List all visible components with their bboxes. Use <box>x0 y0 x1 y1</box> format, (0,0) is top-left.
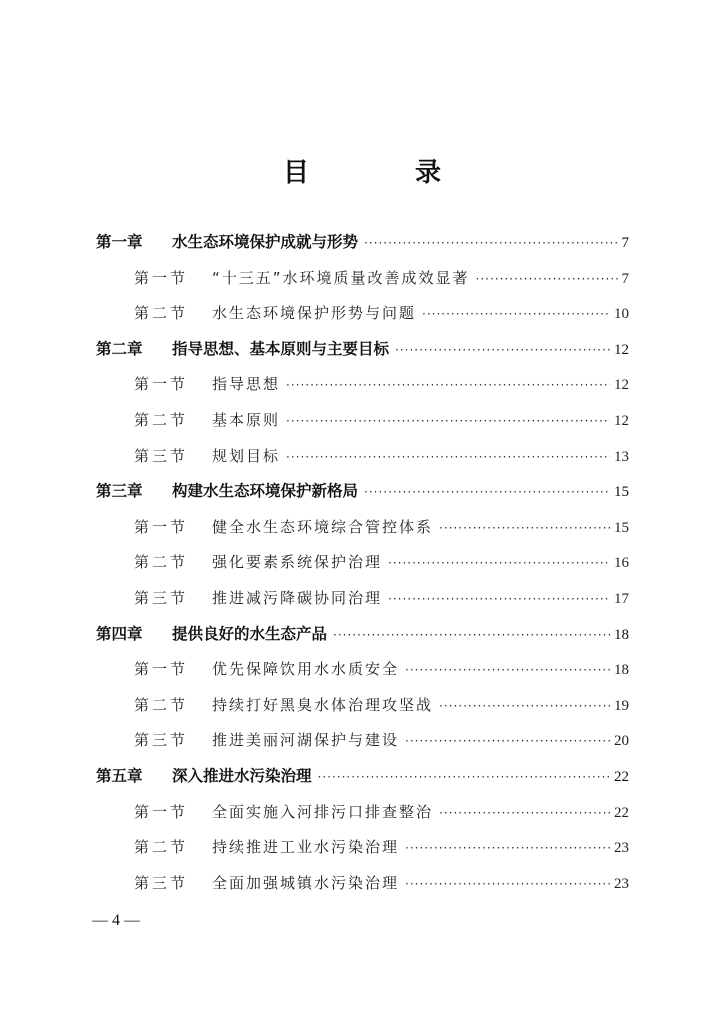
entry-title: 指导思想、基本原则与主要目标 <box>172 340 390 358</box>
toc-section-entry[interactable] <box>134 408 629 432</box>
entry-page-number: 12 <box>614 342 629 358</box>
toc-section-entry[interactable] <box>134 550 629 574</box>
entry-title: 水生态环境保护成就与形势 <box>172 233 359 251</box>
entry-number: 第一节 <box>134 269 189 287</box>
dot-leader <box>388 586 610 611</box>
entry-title: 指导思想 <box>212 375 281 393</box>
entry-title: 提供良好的水生态产品 <box>172 625 328 643</box>
dot-leader <box>439 800 610 825</box>
entry-title: 构建水生态环境保护新格局 <box>172 482 359 500</box>
entry-number: 第二节 <box>134 696 189 714</box>
page-number: — 4 — <box>92 912 140 929</box>
entry-page-number: 23 <box>614 840 629 856</box>
entry-number: 第一节 <box>134 518 189 536</box>
entry-number: 第四章 <box>96 625 143 643</box>
toc-section-entry[interactable] <box>134 835 629 859</box>
entry-number: 第二节 <box>134 553 189 571</box>
entry-page-number: 15 <box>614 520 629 536</box>
entry-title: 深入推进水污染治理 <box>172 767 312 785</box>
toc-chapter-entry[interactable] <box>96 230 629 254</box>
dot-leader <box>286 444 610 469</box>
entry-title: 水生态环境保护形势与问题 <box>212 304 417 322</box>
entry-page-number: 22 <box>614 805 629 821</box>
entry-page-number: 10 <box>614 306 629 322</box>
entry-page-number: 13 <box>614 449 629 465</box>
dot-leader <box>439 693 610 718</box>
entry-page-number: 7 <box>621 235 629 251</box>
toc-title: 目 录 <box>282 158 481 188</box>
dot-leader <box>395 337 610 362</box>
entry-number: 第二章 <box>96 340 143 358</box>
entry-page-number: 16 <box>614 555 629 571</box>
entry-title: 优先保障饮用水水质安全 <box>212 660 400 678</box>
toc-section-entry[interactable] <box>134 693 629 717</box>
entry-title: 全面加强城镇水污染治理 <box>212 874 400 892</box>
dot-leader <box>405 657 610 682</box>
entry-page-number: 17 <box>614 591 629 607</box>
entry-number: 第一节 <box>134 375 189 393</box>
toc-chapter-entry[interactable] <box>96 622 629 646</box>
entry-page-number: 22 <box>614 769 629 785</box>
dot-leader <box>439 515 610 540</box>
entry-number: 第三节 <box>134 874 189 892</box>
toc-section-entry[interactable] <box>134 301 629 325</box>
toc-section-entry[interactable] <box>134 266 629 290</box>
dot-leader <box>364 230 617 255</box>
dot-leader <box>364 479 610 504</box>
entry-title: 强化要素系统保护治理 <box>212 553 383 571</box>
dot-leader <box>405 728 610 753</box>
entry-page-number: 7 <box>621 271 629 287</box>
dot-leader <box>405 871 610 896</box>
entry-number: 第二节 <box>134 838 189 856</box>
dot-leader <box>405 835 610 860</box>
entry-page-number: 15 <box>614 484 629 500</box>
entry-number: 第五章 <box>96 767 143 785</box>
entry-number: 第二节 <box>134 304 189 322</box>
toc-section-entry[interactable] <box>134 444 629 468</box>
dot-leader <box>333 622 610 647</box>
dot-leader <box>286 372 610 397</box>
entry-page-number: 12 <box>614 413 629 429</box>
toc-section-entry[interactable] <box>134 515 629 539</box>
entry-page-number: 23 <box>614 876 629 892</box>
dot-leader <box>422 301 610 326</box>
entry-title: 规划目标 <box>212 447 281 465</box>
toc-section-entry[interactable] <box>134 871 629 895</box>
entry-page-number: 18 <box>614 662 629 678</box>
entry-title: “十三五”水环境质量改善成效显著 <box>212 269 470 287</box>
dot-leader <box>476 266 618 291</box>
entry-title: 全面实施入河排污口排查整治 <box>212 803 434 821</box>
entry-number: 第一节 <box>134 660 189 678</box>
entry-page-number: 12 <box>614 377 629 393</box>
dot-leader <box>388 550 610 575</box>
toc-chapter-entry[interactable] <box>96 479 629 503</box>
entry-number: 第一章 <box>96 233 143 251</box>
entry-number: 第二节 <box>134 411 189 429</box>
entry-page-number: 20 <box>614 733 629 749</box>
entry-number: 第三节 <box>134 589 189 607</box>
entry-title: 推进美丽河湖保护与建设 <box>212 731 400 749</box>
toc-section-entry[interactable] <box>134 372 629 396</box>
entry-number: 第三节 <box>134 447 189 465</box>
toc-section-entry[interactable] <box>134 586 629 610</box>
entry-title: 持续推进工业水污染治理 <box>212 838 400 856</box>
entry-title: 持续打好黑臭水体治理攻坚战 <box>212 696 434 714</box>
toc-section-entry[interactable] <box>134 800 629 824</box>
toc-section-entry[interactable] <box>134 657 629 681</box>
entry-number: 第三章 <box>96 482 143 500</box>
entry-number: 第三节 <box>134 731 189 749</box>
entry-page-number: 18 <box>614 627 629 643</box>
toc-section-entry[interactable] <box>134 728 629 752</box>
toc-chapter-entry[interactable] <box>96 337 629 361</box>
dot-leader <box>286 408 610 433</box>
entry-title: 基本原则 <box>212 411 281 429</box>
toc-chapter-entry[interactable] <box>96 764 629 788</box>
entry-title: 健全水生态环境综合管控体系 <box>212 518 434 536</box>
entry-title: 推进减污降碳协同治理 <box>212 589 383 607</box>
entry-number: 第一节 <box>134 803 189 821</box>
entry-page-number: 19 <box>614 698 629 714</box>
dot-leader <box>318 764 610 789</box>
